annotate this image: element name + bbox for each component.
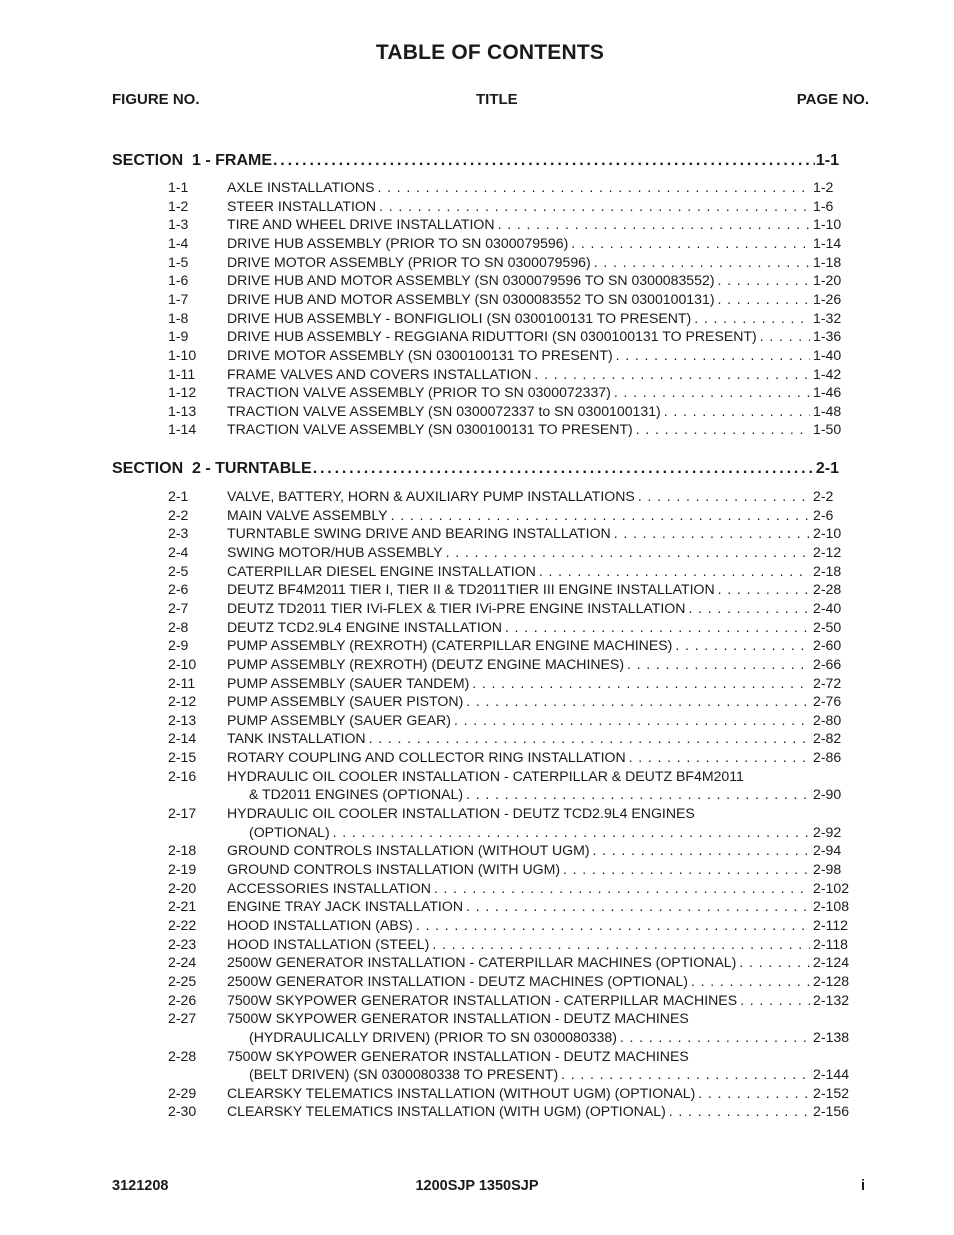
dot-leader [534, 365, 810, 384]
entry-title: DEUTZ TCD2.9L4 ENGINE INSTALLATION [227, 618, 502, 635]
entry-page-number: 2-156 [813, 1103, 850, 1120]
figure-number: 1-11 [168, 365, 196, 382]
toc-entry[interactable] [168, 197, 853, 216]
toc-entry[interactable] [168, 420, 853, 439]
dot-leader [498, 215, 810, 234]
entry-title: SWING MOTOR/HUB ASSEMBLY [227, 543, 443, 560]
figure-number: 2-30 [168, 1103, 197, 1120]
footer-doc-number: 3121208 [112, 1178, 169, 1194]
toc-entry[interactable] [168, 916, 853, 935]
entry-page-number: 2-128 [813, 972, 850, 989]
figure-number: 1-12 [168, 384, 197, 401]
dot-leader [694, 309, 810, 328]
toc-entry[interactable] [168, 178, 853, 197]
entry-title: DRIVE HUB AND MOTOR ASSEMBLY (SN 0300083552 TO SN 0300100131) [227, 290, 715, 307]
toc-entry[interactable] [168, 655, 853, 674]
figure-number: 2-9 [168, 637, 189, 654]
entry-page-number: 2-2 [813, 488, 834, 504]
toc-entry[interactable] [168, 487, 853, 506]
figure-number: 2-3 [168, 525, 189, 542]
dot-leader [636, 420, 810, 439]
toc-entry[interactable] [168, 748, 853, 767]
toc-entry[interactable] [168, 1084, 853, 1103]
toc-entry[interactable] [168, 972, 853, 991]
figure-number: 1-8 [168, 309, 189, 326]
entry-title: HYDRAULIC OIL COOLER INSTALLATION - CATERPILLAR & DEUTZ BF4M2011 [227, 767, 744, 784]
entry-page-number: 2-28 [813, 581, 842, 598]
dot-leader [505, 618, 810, 637]
figure-number: 2-7 [168, 599, 189, 616]
dot-leader [718, 290, 810, 309]
entry-title: 7500W SKYPOWER GENERATOR INSTALLATION - DEUTZ MACHINES [227, 1010, 689, 1027]
footer-page-number: i [860, 1178, 865, 1194]
toc-entry[interactable] [168, 1009, 853, 1046]
page-no-header: PAGE NO. [796, 91, 869, 108]
entry-title: DRIVE HUB AND MOTOR ASSEMBLY (SN 0300079596 TO SN 0300083552) [227, 272, 715, 289]
dot-leader [718, 580, 810, 599]
figure-number: 2-15 [168, 749, 197, 766]
dot-leader [739, 953, 810, 972]
entry-title: DEUTZ TD2011 TIER IVi-FLEX & TIER IVi-PRE ENGINE INSTALLATION [227, 599, 686, 616]
toc-entry[interactable] [168, 253, 853, 272]
dot-leader [563, 860, 810, 879]
entry-page-number: 1-32 [813, 309, 842, 326]
entry-page-number: 2-66 [813, 655, 842, 672]
entry-page-number: 2-18 [813, 562, 842, 579]
dot-leader [454, 711, 810, 730]
entry-page-number: 2-72 [813, 674, 842, 691]
dot-leader [620, 1028, 810, 1047]
title-header: TITLE [476, 91, 518, 108]
toc-entry[interactable] [168, 580, 853, 599]
figure-number: 1-9 [168, 328, 189, 345]
entry-page-number: 2-82 [813, 730, 842, 747]
figure-number: 2-25 [168, 972, 197, 989]
toc-entry[interactable] [168, 290, 853, 309]
toc-entry[interactable] [168, 636, 853, 655]
entry-page-number: 1-6 [813, 197, 834, 214]
dot-leader [627, 655, 810, 674]
figure-number: 2-16 [168, 767, 197, 784]
entry-title: FRAME VALVES AND COVERS INSTALLATION [227, 365, 532, 382]
entry-page-number: 2-124 [813, 954, 850, 971]
section-page-number: 2-1 [815, 460, 839, 477]
figure-number: 2-13 [168, 711, 197, 728]
entry-page-number: 2-50 [813, 618, 842, 635]
dot-leader [616, 346, 810, 365]
entry-page-number: 2-92 [813, 823, 842, 840]
entry-title: GROUND CONTROLS INSTALLATION (WITH UGM) [227, 861, 561, 877]
toc-entry[interactable] [168, 860, 853, 879]
entry-page-number: 2-98 [813, 861, 842, 877]
section-heading [112, 152, 839, 172]
figure-number: 2-26 [168, 991, 197, 1008]
entry-page-number: 2-112 [813, 916, 848, 933]
dot-leader [629, 748, 810, 767]
entry-title: TRACTION VALVE ASSEMBLY (SN 0300100131 TO PRESENT) [227, 421, 633, 438]
dot-leader [313, 460, 815, 478]
toc-entry[interactable] [168, 234, 853, 253]
toc-entry[interactable] [168, 383, 853, 402]
entry-page-number: 1-20 [813, 272, 842, 289]
entry-title: DRIVE MOTOR ASSEMBLY (SN 0300100131 TO PRESENT) [227, 346, 613, 363]
entry-title: PUMP ASSEMBLY (SAUER TANDEM) [227, 674, 470, 691]
figure-number: 2-23 [168, 935, 197, 952]
figure-no-header: FIGURE NO. [112, 91, 200, 108]
entry-title: DRIVE HUB ASSEMBLY (PRIOR TO SN 0300079596) [227, 234, 569, 251]
dot-leader [432, 935, 810, 954]
toc-entry[interactable] [168, 711, 853, 730]
dot-leader [378, 178, 810, 197]
figure-number: 2-28 [168, 1047, 197, 1064]
figure-number: 2-4 [168, 543, 189, 560]
entry-page-number: 1-42 [813, 365, 842, 382]
dot-leader [760, 327, 810, 346]
dot-leader [664, 402, 810, 421]
entry-title: DRIVE MOTOR ASSEMBLY (PRIOR TO SN 0300079596) [227, 253, 591, 270]
toc-entry[interactable] [168, 729, 853, 748]
figure-number: 2-20 [168, 879, 197, 896]
entry-title: 2500W GENERATOR INSTALLATION - DEUTZ MACHINES (OPTIONAL) [227, 972, 688, 989]
entry-title: TURNTABLE SWING DRIVE AND BEARING INSTALLATION [227, 525, 611, 542]
figure-number: 2-2 [168, 506, 189, 523]
entry-page-number: 1-50 [813, 421, 842, 438]
dot-leader [614, 383, 810, 402]
entry-title: STEER INSTALLATION [227, 197, 377, 214]
dot-leader [379, 197, 810, 216]
entry-title: CLEARSKY TELEMATICS INSTALLATION (WITH UGM) (OPTIONAL) [227, 1103, 666, 1120]
entry-title: PUMP ASSEMBLY (SAUER GEAR) [227, 711, 451, 728]
entry-title: TRACTION VALVE ASSEMBLY (PRIOR TO SN 0300072337) [227, 384, 611, 401]
figure-number: 2-8 [168, 618, 189, 635]
entry-page-number: 2-138 [813, 1028, 850, 1045]
entry-page-number: 2-118 [813, 935, 848, 952]
dot-leader [718, 271, 810, 290]
section-heading [112, 460, 839, 480]
entry-title: HYDRAULIC OIL COOLER INSTALLATION - DEUTZ TCD2.9L4 ENGINES [227, 805, 695, 822]
entry-page-number: 1-40 [813, 346, 842, 363]
footer-model: 1200SJP 1350SJP [415, 1178, 539, 1194]
entry-title: DRIVE HUB ASSEMBLY - REGGIANA RIDUTTORI (SN 0300100131 TO PRESENT) [227, 328, 757, 345]
entry-page-number: 2-132 [813, 991, 850, 1008]
figure-number: 1-7 [168, 290, 189, 307]
entry-title: 7500W SKYPOWER GENERATOR INSTALLATION - CATERPILLAR MACHINES [227, 991, 738, 1008]
toc-entry[interactable] [168, 562, 853, 581]
dot-leader [466, 897, 810, 916]
toc-entry[interactable] [168, 879, 853, 898]
entry-page-number: 2-40 [813, 599, 842, 616]
dot-leader [691, 972, 810, 991]
figure-number: 2-18 [168, 842, 197, 859]
section-label: SECTION 2 - TURNTABLE [112, 460, 312, 477]
dot-leader [740, 991, 810, 1010]
entry-title: TRACTION VALVE ASSEMBLY (SN 0300072337 to SN 0300100131) [227, 402, 661, 419]
figure-number: 2-14 [168, 730, 197, 747]
entry-page-number: 2-108 [813, 898, 850, 915]
entry-title: DRIVE HUB ASSEMBLY - BONFIGLIOLI (SN 0300100131 TO PRESENT) [227, 309, 692, 326]
entry-page-number: 2-12 [813, 543, 842, 560]
entry-title: HOOD INSTALLATION (ABS) [227, 916, 413, 933]
dot-leader [446, 543, 810, 562]
toc-entry[interactable] [168, 767, 853, 804]
entry-page-number: 2-102 [813, 879, 850, 896]
toc-entry[interactable] [168, 935, 853, 954]
toc-entry[interactable] [168, 365, 853, 384]
page-title: TABLE OF CONTENTS [375, 41, 605, 64]
entry-title: GROUND CONTROLS INSTALLATION (WITHOUT UGM) [227, 842, 590, 859]
dot-leader [539, 562, 810, 581]
toc-entry[interactable] [168, 953, 853, 972]
toc-entry[interactable] [168, 692, 853, 711]
entry-title: ACCESSORIES INSTALLATION [227, 879, 431, 896]
toc-entry[interactable] [168, 991, 853, 1010]
toc-entry[interactable] [168, 599, 853, 618]
entry-title: ENGINE TRAY JACK INSTALLATION [227, 898, 463, 915]
entry-page-number: 2-80 [813, 711, 842, 728]
dot-leader [594, 253, 810, 272]
dot-leader [698, 1084, 810, 1103]
toc-entry[interactable] [168, 1047, 853, 1084]
figure-number: 1-1 [168, 179, 189, 195]
dot-leader [466, 692, 810, 711]
toc-entry[interactable] [168, 402, 853, 421]
toc-entry[interactable] [168, 506, 853, 525]
entry-title: CLEARSKY TELEMATICS INSTALLATION (WITHOUT UGM) (OPTIONAL) [227, 1084, 696, 1101]
figure-number: 1-10 [168, 346, 197, 363]
entry-page-number: 2-90 [813, 786, 842, 803]
entry-title: PUMP ASSEMBLY (SAUER PISTON) [227, 693, 464, 710]
dot-leader [391, 506, 810, 525]
entry-page-number: 2-94 [813, 842, 842, 859]
entry-page-number: 2-76 [813, 693, 842, 710]
entry-title: DEUTZ BF4M2011 TIER I, TIER II & TD2011TIER III ENGINE INSTALLATION [227, 581, 715, 598]
entry-title: TIRE AND WHEEL DRIVE INSTALLATION [227, 216, 495, 233]
entry-title-continued: (HYDRAULICALLY DRIVEN) (PRIOR TO SN 0300080338) [249, 1028, 617, 1045]
toc-entry[interactable] [168, 804, 853, 841]
toc-entry[interactable] [168, 524, 853, 543]
toc-entry[interactable] [168, 215, 853, 234]
entry-page-number: 2-86 [813, 749, 842, 766]
entry-title: CATERPILLAR DIESEL ENGINE INSTALLATION [227, 562, 536, 579]
entry-page-number: 1-10 [813, 216, 842, 233]
toc-entry[interactable] [168, 543, 853, 562]
figure-number: 2-11 [168, 674, 196, 691]
dot-leader [561, 1065, 810, 1084]
entry-title: 2500W GENERATOR INSTALLATION - CATERPILLAR MACHINES (OPTIONAL) [227, 954, 737, 971]
dot-leader [369, 729, 810, 748]
figure-number: 2-27 [168, 1010, 197, 1027]
entry-title: PUMP ASSEMBLY (REXROTH) (DEUTZ ENGINE MACHINES) [227, 655, 625, 672]
figure-number: 2-1 [168, 488, 189, 504]
figure-number: 1-14 [168, 421, 197, 438]
entry-title-continued: & TD2011 ENGINES (OPTIONAL) [249, 786, 464, 803]
figure-number: 2-19 [168, 861, 197, 877]
toc-entry[interactable] [168, 674, 853, 693]
toc-entry[interactable] [168, 618, 853, 637]
toc-entry[interactable] [168, 897, 853, 916]
toc-entry[interactable] [168, 346, 853, 365]
figure-number: 1-6 [168, 272, 189, 289]
dot-leader [614, 524, 810, 543]
dot-leader [688, 599, 810, 618]
figure-number: 2-12 [168, 693, 197, 710]
dot-leader [669, 1102, 810, 1121]
dot-leader [638, 487, 810, 506]
toc-entry[interactable] [168, 309, 853, 328]
dot-leader [675, 636, 810, 655]
toc-entry[interactable] [168, 327, 853, 346]
dot-leader [466, 785, 810, 804]
dot-leader [333, 823, 810, 842]
entry-page-number: 1-18 [813, 253, 842, 270]
entry-title: MAIN VALVE ASSEMBLY [227, 506, 388, 523]
figure-number: 2-5 [168, 562, 189, 579]
figure-number: 1-13 [168, 402, 197, 419]
entry-page-number: 1-26 [813, 290, 842, 307]
figure-number: 2-29 [168, 1084, 197, 1101]
section-label: SECTION 1 - FRAME [112, 152, 273, 169]
dot-leader [434, 879, 810, 898]
entry-page-number: 1-48 [813, 402, 842, 419]
entry-page-number: 2-10 [813, 525, 842, 542]
entry-title: ROTARY COUPLING AND COLLECTOR RING INSTALLATION [227, 749, 626, 766]
entry-page-number: 2-60 [813, 637, 842, 654]
figure-number: 2-24 [168, 954, 197, 971]
dot-leader [273, 152, 815, 170]
dot-leader [416, 916, 810, 935]
figure-number: 2-10 [168, 655, 197, 672]
figure-number: 1-2 [168, 197, 189, 214]
entry-page-number: 1-14 [813, 234, 842, 251]
entry-page-number: 1-46 [813, 384, 842, 401]
entry-title-continued: (BELT DRIVEN) (SN 0300080338 TO PRESENT) [249, 1066, 559, 1083]
figure-number: 1-4 [168, 234, 189, 251]
entry-title: TANK INSTALLATION [227, 730, 366, 747]
figure-number: 2-6 [168, 581, 189, 598]
dot-leader [593, 841, 810, 860]
entry-page-number: 1-2 [813, 179, 834, 195]
toc-entry[interactable] [168, 841, 853, 860]
entry-title: VALVE, BATTERY, HORN & AUXILIARY PUMP INSTALLATIONS [227, 488, 635, 504]
entry-page-number: 2-6 [813, 506, 834, 523]
entry-title: 7500W SKYPOWER GENERATOR INSTALLATION - DEUTZ MACHINES [227, 1047, 689, 1064]
dot-leader [571, 234, 810, 253]
section-page-number: 1-1 [815, 152, 839, 169]
figure-number: 2-17 [168, 805, 197, 822]
entry-title: HOOD INSTALLATION (STEEL) [227, 935, 430, 952]
toc-entry[interactable] [168, 271, 853, 290]
toc-entry[interactable] [168, 1102, 853, 1121]
entry-title: PUMP ASSEMBLY (REXROTH) (CATERPILLAR ENGINE MACHINES) [227, 637, 673, 654]
entry-title: AXLE INSTALLATIONS [227, 179, 375, 195]
entry-page-number: 1-36 [813, 328, 842, 345]
entry-page-number: 2-144 [813, 1066, 850, 1083]
figure-number: 2-21 [168, 898, 197, 915]
figure-number: 1-3 [168, 216, 189, 233]
figure-number: 2-22 [168, 916, 197, 933]
figure-number: 1-5 [168, 253, 189, 270]
entry-page-number: 2-152 [813, 1084, 850, 1101]
dot-leader [472, 674, 810, 693]
entry-title-continued: (OPTIONAL) [249, 823, 330, 840]
